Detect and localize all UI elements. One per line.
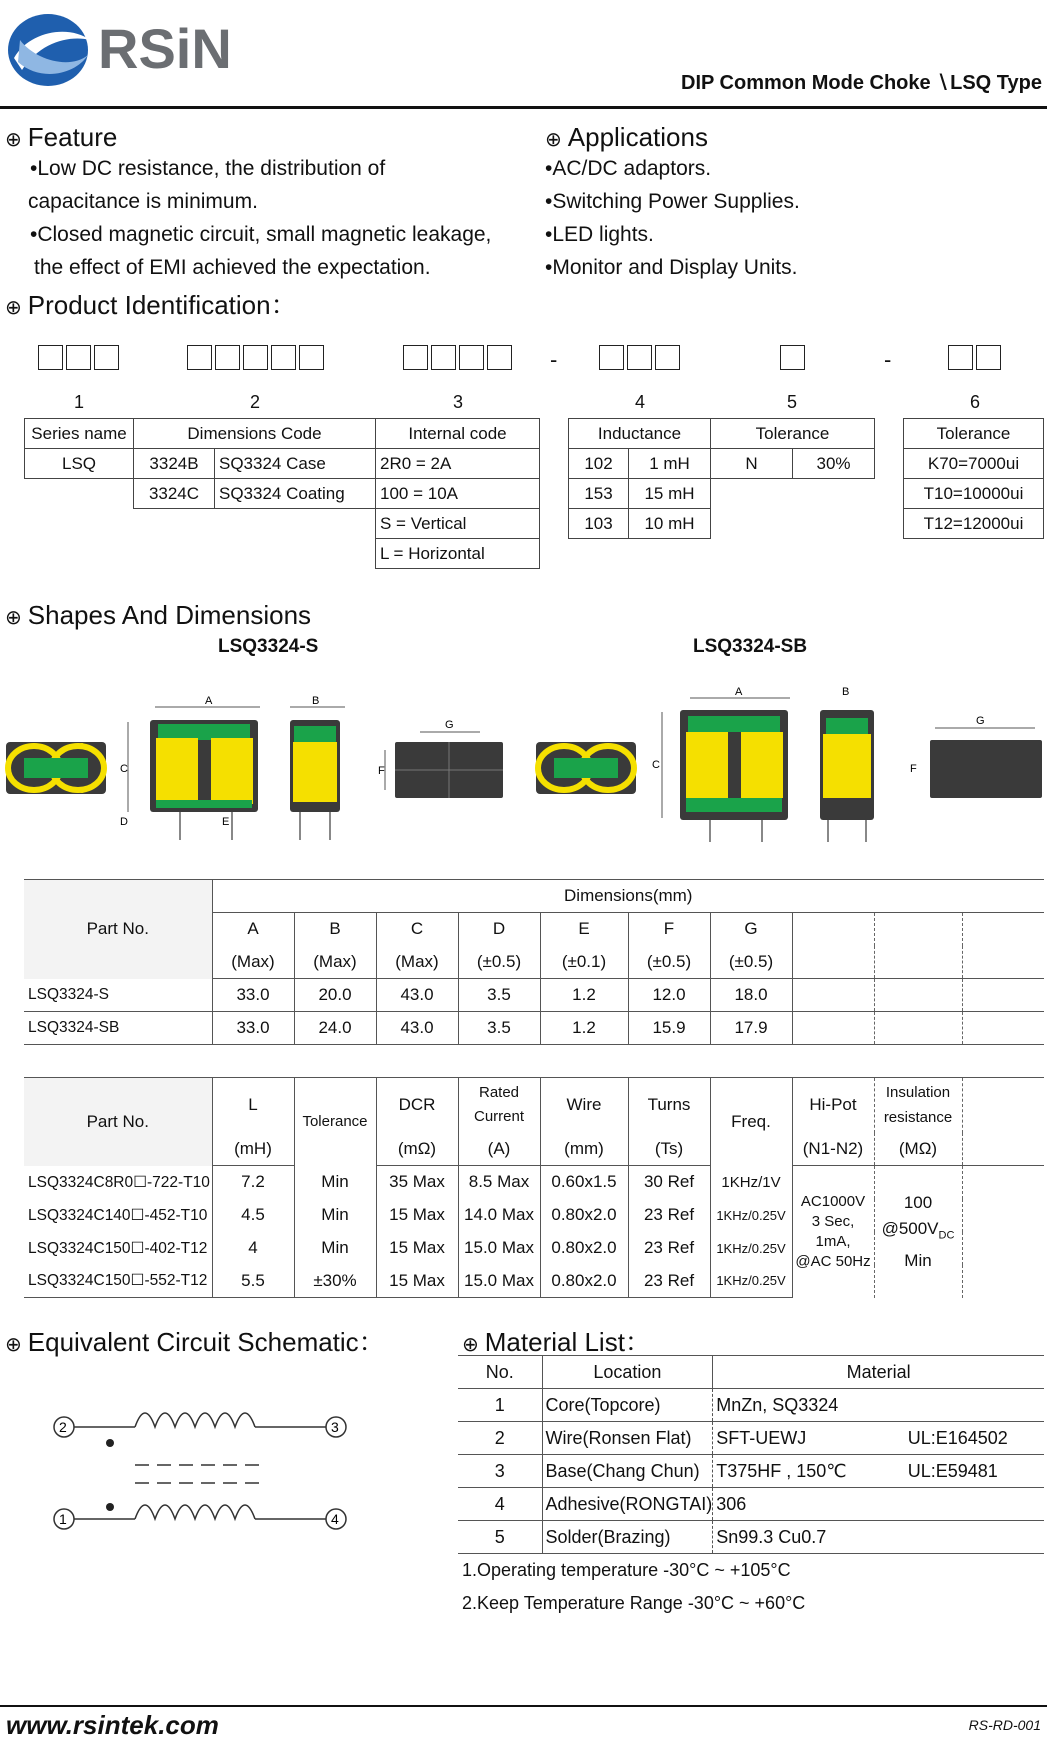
code-number: 6: [970, 392, 981, 412]
material-table: No. Location Material 1 Core(Topcore) MnZn, SQ3324 2 Wire(Ronsen Flat) SFT-UEWJ UL:E164502 3 Base(Chang Chun) T375HF , 150℃ UL:E59481 4 Adhesive(RONGTAI) 306 5 Solder(Brazing) Sn99.3 Cu0.7: [458, 1355, 1044, 1554]
inductance-tolerance-table: Inductance Tolerance 102 1 mH N 30% 153 15 mH 103 10 mH: [568, 418, 875, 539]
feature-line: •Closed magnetic circuit, small magnetic leakage,: [30, 223, 492, 246]
table-row: 2 Wire(Ronsen Flat) SFT-UEWJ UL:E164502: [458, 1422, 1044, 1455]
table-row: 5 Solder(Brazing) Sn99.3 Cu0.7: [458, 1521, 1044, 1554]
dim-label: C: [120, 763, 128, 775]
dim-label: A: [205, 695, 213, 707]
table-row: LSQ3324C8R0☐-722-T10 7.2 Min 35 Max 8.5 Max 0.60x1.5 30 Ref 1KHz/1V AC1000V 3 Sec, 1mA, @AC 50Hz 100 $@500V_{DC}$ Min: [24, 1166, 1044, 1199]
drawing-title-sb: LSQ3324-SB: [693, 636, 808, 657]
table-row: LSQ3324-S 33.0 20.0 43.0 3.5 1.2 12.0 18.0: [24, 979, 1044, 1012]
schematic-heading: ⊕ Equivalent Circuit Schematic：: [5, 1327, 385, 1357]
pin-label: 4: [331, 1511, 339, 1527]
electrical-table: Part No. L Tolerance DCR Rated Current Wire Turns Freq. Hi-Pot Insulation resistance (mH) (mΩ) (A) (mm) (Ts) (N1-N2) (MΩ) LSQ3324C8R0☐-722-T10 7.2 Min 35 Max 8.5 Max 0.60x1.5 30 Ref 1KHz/1V AC1000V 3 Sec, 1mA, @AC 50Hz 100 $@500V_{DC}$ Min LSQ3324C140☐-452-T10 4.5 Min 15 Max 14.0 Max 0.80x2.0 23 Ref 1KHz/0.25V LSQ3324C150☐-402-T12 4 Min 15 Max 15.0 Max 0.80x2.0 23 Ref 1KHz/0.25V LSQ3324C150☐-552-T12 5.5 ±30% 15 Max 15.0 Max 0.80x2.0 23 Ref 1KHz/0.25V: [24, 1077, 1044, 1298]
series-code-table: Series name Dimensions Code Internal code LSQ 3324B SQ3324 Case 2R0 = 2A 3324C SQ3324 Coating 100 = 10A S = Vertical L = Horizontal: [24, 418, 540, 569]
code-boxes-3: [403, 345, 515, 375]
dim-label: F: [378, 765, 385, 777]
dimensions-code-header: Dimensions Code: [134, 419, 376, 449]
code-dash: -: [550, 347, 558, 372]
table-row: 1 Core(Topcore) MnZn, SQ3324: [458, 1389, 1044, 1422]
table-row: LSQ3324C150☐-402-T12 4 Min 15 Max 15.0 Max 0.80x2.0 23 Ref 1KHz/0.25V: [24, 1232, 1044, 1265]
code-dash: -: [884, 347, 892, 372]
document-code: RS-RD-001: [968, 1717, 1041, 1733]
part-no-header: Part No.: [24, 880, 212, 979]
note-line: 1.Operating temperature -30°C ~ +105°C: [462, 1560, 791, 1580]
code-number: 5: [787, 392, 798, 412]
table-row: LSQ3324C150☐-552-T12 5.5 ±30% 15 Max 15.0 Max 0.80x2.0 23 Ref 1KHz/0.25V: [24, 1265, 1044, 1298]
code-number: 1: [74, 392, 85, 412]
code-boxes-2: [187, 345, 327, 375]
feature-line: capacitance is minimum.: [28, 190, 258, 213]
inductance-header: Inductance: [569, 419, 711, 449]
dim-label: B: [312, 695, 320, 707]
application-line: •LED lights.: [545, 223, 654, 246]
table-row: 3 Base(Chang Chun) T375HF , 150℃ UL:E59481: [458, 1455, 1044, 1488]
front-view-s: [120, 695, 260, 840]
website-link[interactable]: www.rsintek.com: [6, 1710, 219, 1740]
dim-label: C: [652, 759, 660, 771]
code-number: 4: [635, 392, 646, 412]
dimensions-group-header: Dimensions(mm): [212, 880, 1044, 913]
code-number: 2: [250, 392, 261, 412]
dim-label: G: [976, 715, 985, 727]
tolerance-header: Tolerance: [904, 419, 1044, 449]
dim-label: F: [910, 763, 917, 775]
feature-line: •Low DC resistance, the distribution of: [30, 157, 386, 180]
applications-heading: ⊕ Applications: [545, 122, 708, 152]
application-line: •AC/DC adaptors.: [545, 157, 712, 180]
code-number: 3: [453, 392, 464, 412]
side-view-s: [290, 695, 345, 840]
table-row: LSQ3324-SB 33.0 24.0 43.0 3.5 1.2 15.9 17.9: [24, 1012, 1044, 1045]
dimensions-table: Part No. Dimensions(mm) A B C D E F G (Max) (Max) (Max) (±0.5) (±0.1) (±0.5) (±0.5) LSQ3324-S 33.0 20.0 43.0 3.5 1.2 12.0 18.0 LSQ3324-SB 33.0 24.0 43.0 3.5 1.2 15.9 17.9: [24, 879, 1044, 1045]
code-boxes-5: [780, 345, 808, 375]
code-boxes-6: [948, 345, 1004, 375]
code-boxes-1: [38, 345, 122, 375]
product-identification-heading: ⊕ Product Identification：: [5, 290, 297, 320]
material-tolerance-table: Tolerance K70=7000ui T10=10000ui T12=12000ui: [903, 418, 1044, 539]
table-row: LSQ3324C140☐-452-T10 4.5 Min 15 Max 14.0 Max 0.80x2.0 23 Ref 1KHz/0.25V: [24, 1199, 1044, 1232]
series-value: LSQ: [25, 449, 134, 479]
side-view-sb: [820, 686, 874, 842]
shapes-heading: ⊕ Shapes And Dimensions: [5, 600, 312, 630]
hipot-value: AC1000V 3 Sec, 1mA, @AC 50Hz: [792, 1166, 874, 1298]
material-list-heading: ⊕ Material List：: [462, 1327, 651, 1357]
bottom-view-sb: [536, 742, 636, 794]
feature-line: the effect of EMI achieved the expectation.: [34, 256, 431, 279]
note-line: 2.Keep Temperature Range -30°C ~ +60°C: [462, 1593, 806, 1613]
code-boxes-4: [599, 345, 683, 375]
insulation-value: 100 $@500V_{DC}$ Min: [874, 1166, 962, 1298]
top-view-sb: [910, 715, 1042, 798]
footer-rule: [0, 1705, 1047, 1707]
circuit-schematic: [40, 1395, 360, 1535]
application-line: •Monitor and Display Units.: [545, 256, 798, 279]
dim-label: E: [222, 816, 230, 828]
drawing-title-s: LSQ3324-S: [218, 636, 319, 657]
dimension-drawings: [0, 680, 1047, 845]
bottom-view-s: [6, 742, 106, 794]
dim-label: G: [445, 719, 454, 731]
rsin-logo: [0, 0, 300, 100]
series-header: Series name: [25, 419, 134, 449]
document-title: DIP Common Mode Choke ∖LSQ Type: [681, 72, 1042, 94]
application-line: •Switching Power Supplies.: [545, 190, 800, 213]
top-view-s: [378, 719, 503, 798]
dim-label: B: [842, 686, 850, 698]
dim-label: D: [120, 816, 128, 828]
pin-label: 1: [59, 1511, 67, 1527]
header-rule: [0, 106, 1047, 109]
dim-label: A: [735, 686, 743, 698]
feature-heading: ⊕ Feature: [5, 122, 118, 152]
pin-label: 3: [331, 1419, 339, 1435]
logo-text: RSiN: [98, 17, 232, 80]
pin-label: 2: [59, 1419, 67, 1435]
front-view-sb: [652, 686, 790, 842]
part-no-header: Part No.: [24, 1078, 212, 1166]
table-row: 4 Adhesive(RONGTAI) 306: [458, 1488, 1044, 1521]
tolerance-header: Tolerance: [711, 419, 875, 449]
internal-code-header: Internal code: [376, 419, 540, 449]
